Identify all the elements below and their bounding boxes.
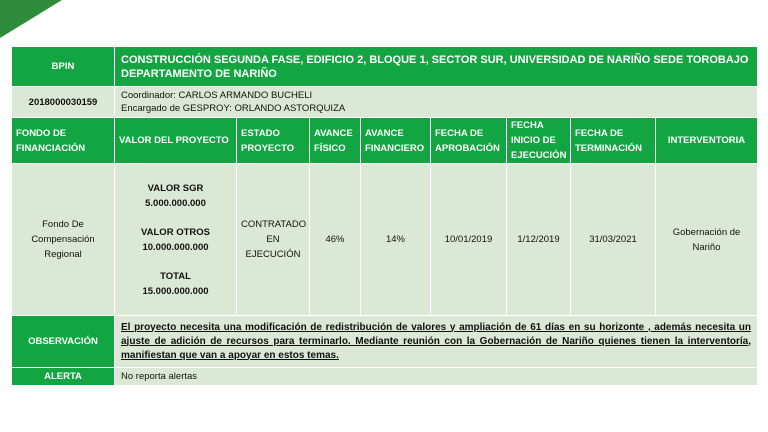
project-table (11, 46, 758, 386)
corner-decoration (0, 0, 62, 38)
total-label: TOTAL (160, 270, 191, 282)
valor-otros-label: VALOR OTROS (141, 226, 210, 238)
observacion-text: El proyecto necesita una modificación de redistribución de valores y ampliación de 61 días en su horizonte , además necesita un ajuste de adición de recursos para terminarlo. Mediante reunión con la Gobernación de Nariño quienes tienen la interventoría, manifiestan que van a apoyar en estos temas. (115, 316, 758, 368)
total-value: 15.000.000.000 (142, 285, 209, 297)
header-avance-financiero: AVANCE FINANCIERO (361, 118, 431, 164)
bpin-label: BPIN (12, 47, 115, 87)
cell-avance-fisico: 46% (310, 164, 361, 316)
header-fecha-aprobacion: FECHA DE APROBACIÓN (431, 118, 507, 164)
header-estado: ESTADO PROYECTO (237, 118, 310, 164)
gesproy-manager: Encargado de GESPROY: ORLANDO ASTORQUIZA (121, 103, 346, 114)
cell-fecha-aprobacion: 10/01/2019 (431, 164, 507, 316)
alerta-text: No reporta alertas (115, 368, 758, 386)
bpin-value: 2018000030159 (12, 87, 115, 118)
cell-fecha-terminacion: 31/03/2021 (571, 164, 656, 316)
project-title: CONSTRUCCIÓN SEGUNDA FASE, EDIFICIO 2, BLOQUE 1, SECTOR SUR, UNIVERSIDAD DE NARIÑO SEDE TOROBAJO DEPARTAMENTO DE NARIÑO (115, 47, 758, 87)
cell-interventoria: Gobernación de Nariño (656, 164, 758, 316)
cell-valor (115, 164, 237, 316)
project-responsables (115, 87, 758, 118)
valor-otros: 10.000.000.000 (142, 241, 209, 253)
alerta-label: ALERTA (12, 368, 115, 386)
header-fecha-terminacion: FECHA DE TERMINACIÓN (571, 118, 656, 164)
coordinator: Coordinador: CARLOS ARMANDO BUCHELI (121, 90, 313, 101)
valor-sgr: 5.000.000.000 (145, 197, 206, 209)
valor-sgr-label: VALOR SGR (147, 182, 204, 194)
observacion-label: OBSERVACIÓN (12, 316, 115, 368)
header-interventoria: INTERVENTORIA (656, 118, 758, 164)
header-avance-fisico: AVANCE FÍSICO (310, 118, 361, 164)
cell-avance-financiero: 14% (361, 164, 431, 316)
header-fecha-inicio: FECHA INICIO DE EJECUCIÓN (507, 118, 571, 164)
cell-fecha-inicio: 1/12/2019 (507, 164, 571, 316)
header-valor: VALOR DEL PROYECTO (115, 118, 237, 164)
cell-estado: CONTRATADO EN EJECUCIÓN (237, 164, 310, 316)
header-fondo: FONDO DE FINANCIACIÓN (12, 118, 115, 164)
cell-fondo: Fondo De Compensación Regional (12, 164, 115, 316)
